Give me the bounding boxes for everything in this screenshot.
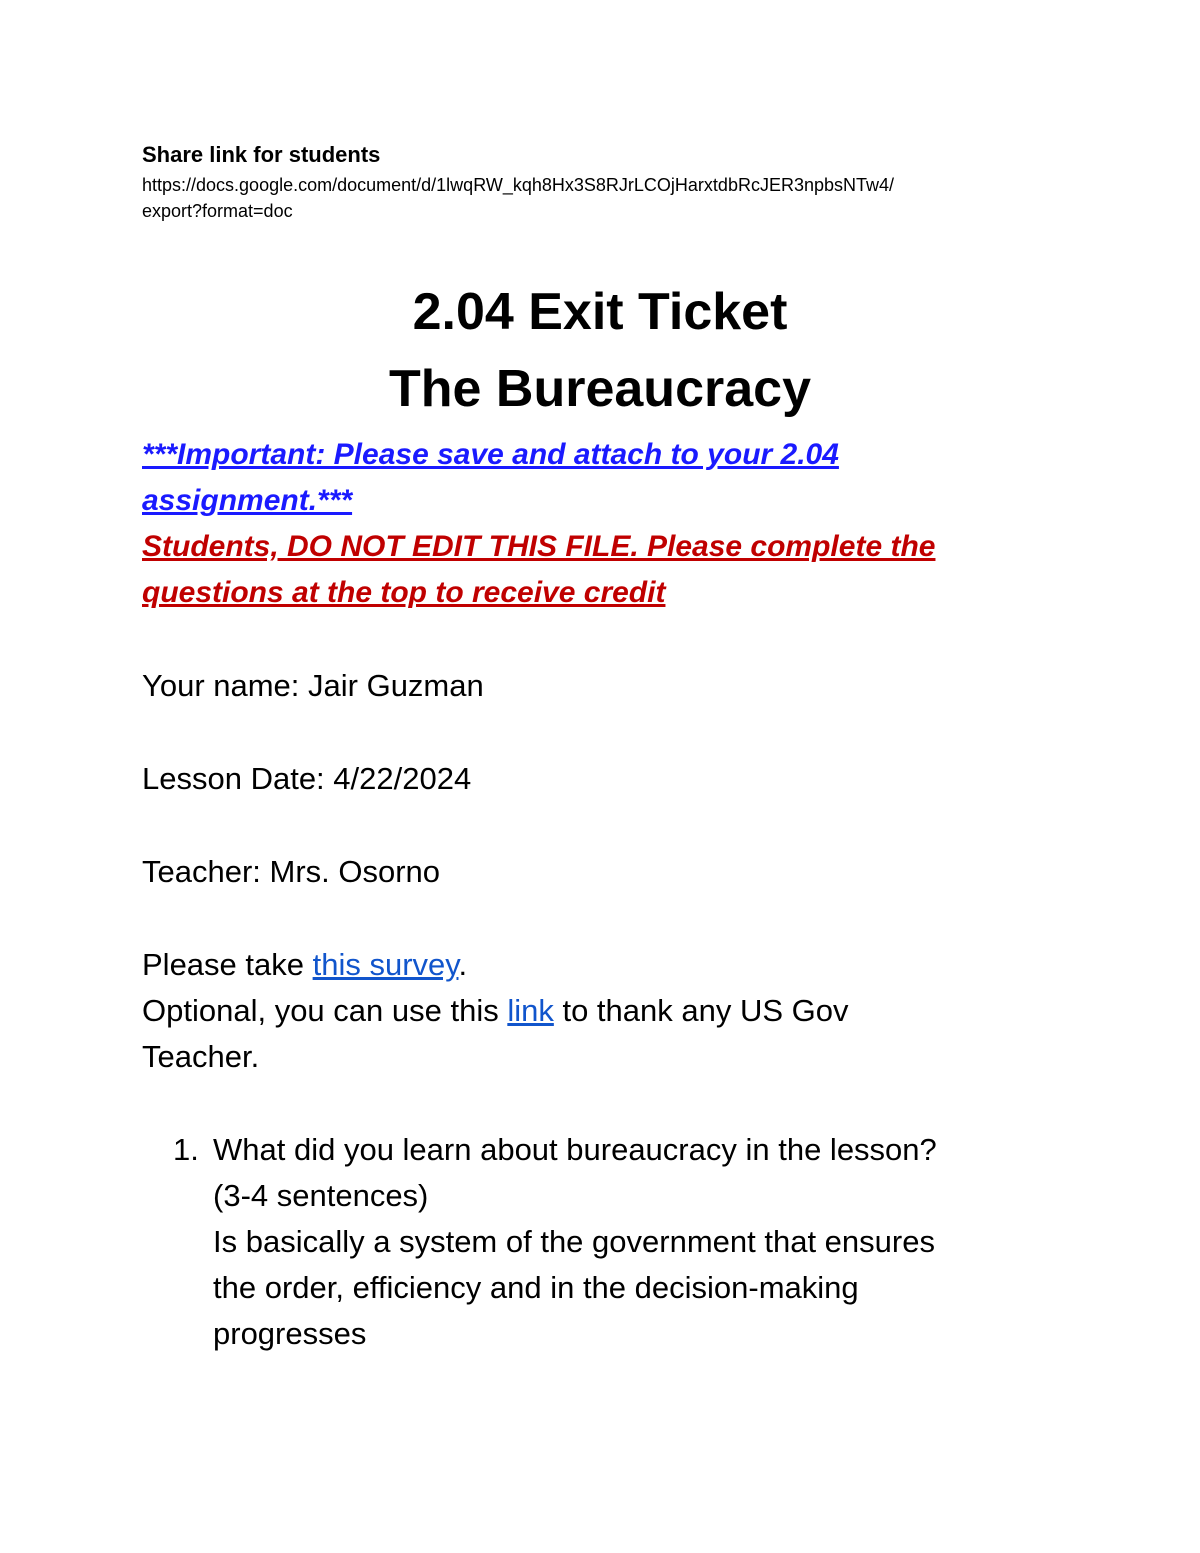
thanks-link[interactable]: link xyxy=(507,993,554,1028)
answer-line2: the order, efficiency and in the decision-making xyxy=(213,1270,859,1305)
share-url[interactable] xyxy=(142,172,1062,224)
do-not-edit-notice xyxy=(142,524,1062,616)
important-notice-line1: ***Important: Please save and attach to your 2.04 xyxy=(142,438,839,471)
survey-prefix: Please take xyxy=(142,947,313,982)
thanks-suffix: to thank any US Gov xyxy=(553,993,849,1028)
do-not-edit-line1: Students, DO NOT EDIT THIS FILE. Please complete the xyxy=(142,530,936,563)
thanks-line2: Teacher. xyxy=(142,1039,260,1074)
teacher-field: Teacher: Mrs. Osorno xyxy=(142,854,441,889)
question-prompt-line1: What did you learn about bureaucracy in the lesson? xyxy=(213,1132,937,1167)
share-url-line1[interactable]: https://docs.google.com/document/d/1lwqRW_kqh8Hx3S8RJrLCOjHarxtdbRcJER3npbsNTw4/ xyxy=(142,175,895,195)
question-item xyxy=(142,1127,1062,1357)
student-name-field: Your name: Jair Guzman xyxy=(142,668,484,703)
question-list xyxy=(142,1127,1062,1357)
share-url-line2[interactable]: export?format=doc xyxy=(142,201,293,221)
survey-link[interactable]: this survey xyxy=(312,947,459,982)
document-title xyxy=(142,274,1058,428)
question-number: 1. xyxy=(173,1132,199,1167)
answer-line3: progresses xyxy=(213,1316,367,1351)
thanks-prefix: Optional, you can use this xyxy=(142,993,508,1028)
answer-line1: Is basically a system of the government that ensures xyxy=(213,1224,935,1259)
document-page xyxy=(142,138,1062,1357)
survey-line xyxy=(142,942,1062,988)
share-heading: Share link for students xyxy=(142,142,381,167)
title-line-2: The Bureaucracy xyxy=(389,360,811,418)
question-prompt-line2: (3-4 sentences) xyxy=(213,1178,429,1213)
survey-suffix: . xyxy=(458,947,468,982)
important-notice-line2: assignment.*** xyxy=(142,484,353,517)
thanks-line xyxy=(142,988,1062,1080)
title-line-1: 2.04 Exit Ticket xyxy=(412,283,788,341)
lesson-date-field: Lesson Date: 4/22/2024 xyxy=(142,761,472,796)
do-not-edit-line2: questions at the top to receive credit xyxy=(142,576,666,609)
important-notice xyxy=(142,432,1062,524)
